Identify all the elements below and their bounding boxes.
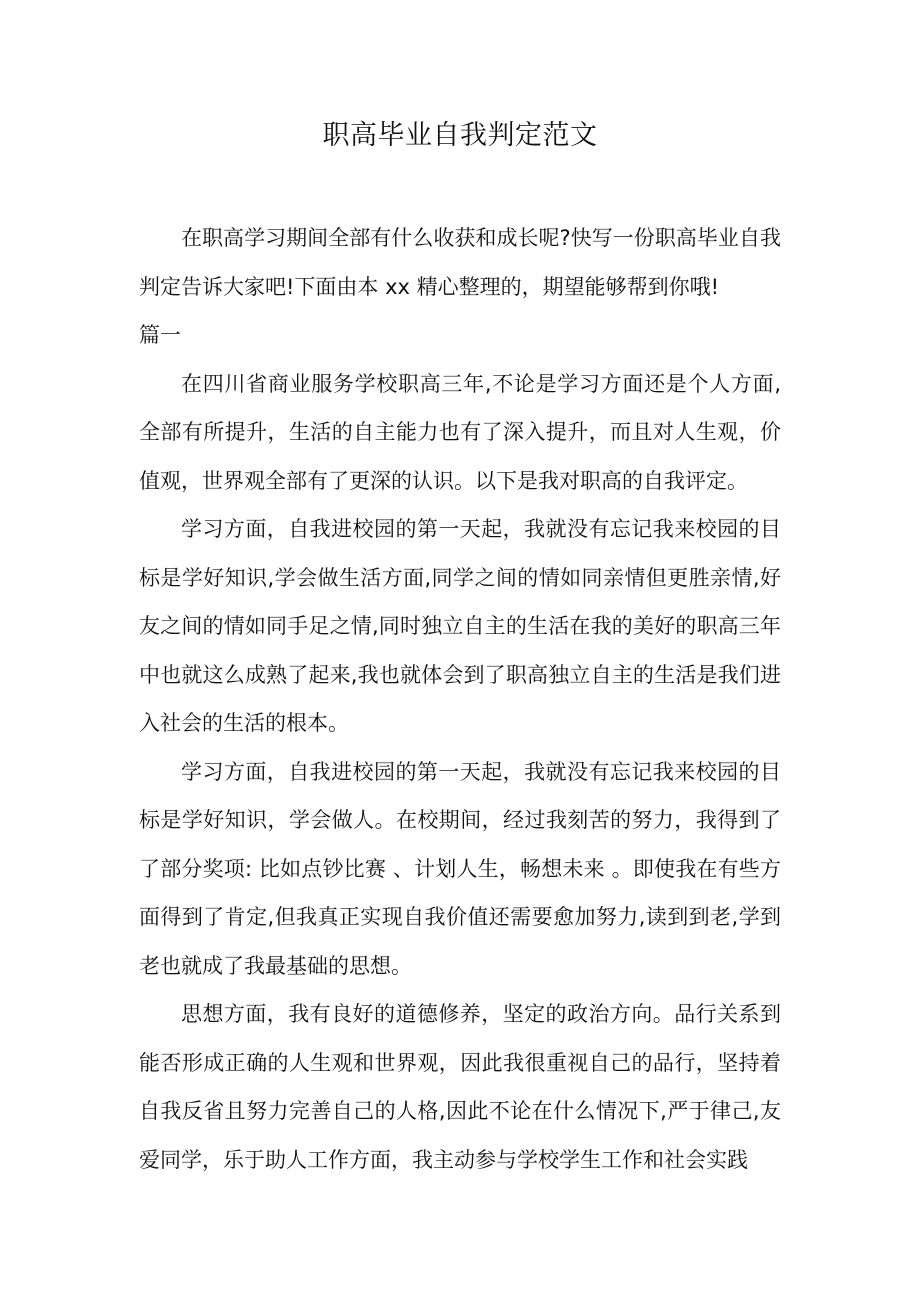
document-body xyxy=(139,214,781,1184)
paragraph-intro: 在职高学习期间全部有什么收获和成长呢?快写一份职高毕业自我判定告诉大家吧!下面由本 xx 精心整理的，期望能够帮到你哦! xyxy=(139,226,781,299)
section-heading: 篇一 xyxy=(139,323,181,347)
paragraph-study-life: 学习方面，自我进校园的第一天起，我就没有忘记我来校园的目标是学好知识,学会做生活方面,同学之间的情如同亲情但更胜亲情,好友之间的情如同手足之情,同时独立自主的生活在我的美好的职高三年中也就这么成熟了起来,我也就体会到了职高独立自主的生活是我们进入社会的生活的根本。 xyxy=(139,517,781,735)
document-title: 职高毕业自我判定范文 xyxy=(322,120,598,151)
paragraph-thought: 思想方面，我有良好的道德修养，坚定的政治方向。品行关系到能否形成正确的人生观和世界观，因此我很重视自己的品行，坚持着自我反省且努力完善自己的人格,因此不论在什么情况下,严于律己,友爱同学，乐于助人工作方面，我主动参与学校学生工作和社会实践 xyxy=(139,1002,781,1172)
paragraph-study: 学习方面，自我进校园的第一天起，我就没有忘记我来校园的目标是学好知识，学会做人。在校期间，经过我刻苦的努力，我得到了了部分奖项: 比如点钞比赛 、计划人生，畅想未来 。即使我在有些方面得到了肯定,但我真正实现自我价值还需要愈加努力,读到到老,学到老也就成了我最基础的思想。 xyxy=(139,759,781,978)
paragraph-overview: 在四川省商业服务学校职高三年,不论是学习方面还是个人方面,全部有所提升，生活的自主能力也有了深入提升，而且对人生观，价值观，世界观全部有了更深的认识。以下是我对职高的自我评定。 xyxy=(139,371,781,493)
